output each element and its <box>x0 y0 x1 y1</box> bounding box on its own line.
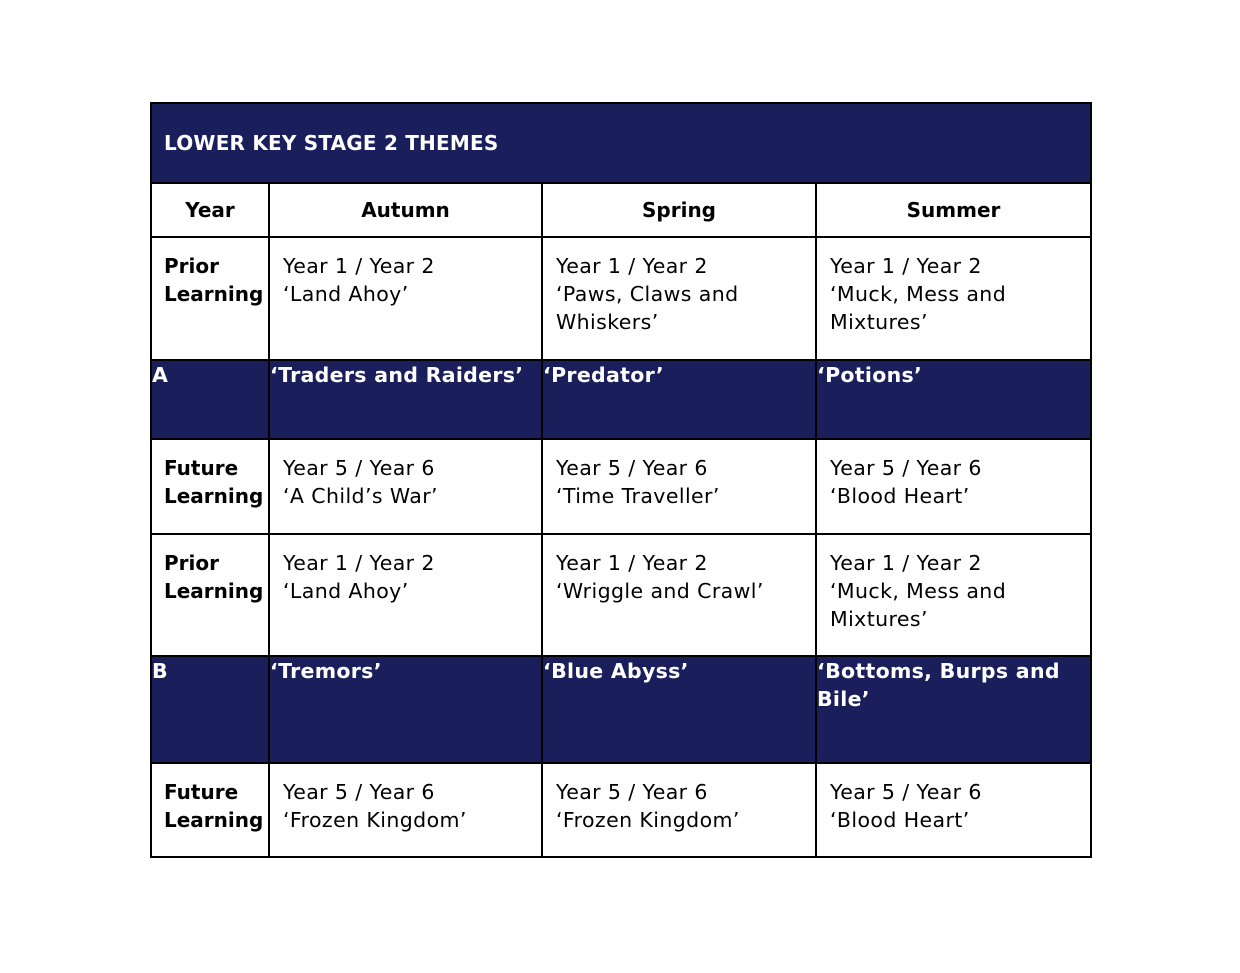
cell-autumn: Year 5 / Year 6 ‘A Child’s War’ <box>269 439 542 534</box>
table-row-prior-learning-a <box>151 237 1091 360</box>
row-label: Prior Learning <box>151 237 269 360</box>
table-row-prior-learning-b <box>151 534 1091 656</box>
table-row-theme-b <box>151 656 1091 763</box>
row-label: Future Learning <box>151 439 269 534</box>
title-row <box>151 103 1091 183</box>
cell-spring: Year 1 / Year 2 ‘Wriggle and Crawl’ <box>542 534 816 656</box>
table-row-theme-a <box>151 360 1091 439</box>
theme-spring-a: ‘Predator’ <box>542 360 816 439</box>
cell-summer: Year 1 / Year 2 ‘Muck, Mess and Mixtures’ <box>816 534 1091 656</box>
cell-summer: Year 5 / Year 6 ‘Blood Heart’ <box>816 439 1091 534</box>
header-row <box>151 183 1091 237</box>
theme-autumn-a: ‘Traders and Raiders’ <box>269 360 542 439</box>
theme-summer-b: ‘Bottoms, Burps and Bile’ <box>816 656 1091 763</box>
cell-spring: Year 5 / Year 6 ‘Frozen Kingdom’ <box>542 763 816 857</box>
table-row-future-learning-b <box>151 763 1091 857</box>
cell-autumn: Year 1 / Year 2 ‘Land Ahoy’ <box>269 237 542 360</box>
header-autumn: Autumn <box>269 183 542 237</box>
row-label-a: A <box>151 360 269 439</box>
cell-summer: Year 1 / Year 2 ‘Muck, Mess and Mixtures’ <box>816 237 1091 360</box>
theme-summer-a: ‘Potions’ <box>816 360 1091 439</box>
row-label-b: B <box>151 656 269 763</box>
row-label: Prior Learning <box>151 534 269 656</box>
row-label: Future Learning <box>151 763 269 857</box>
table-row-future-learning-a <box>151 439 1091 534</box>
header-spring: Spring <box>542 183 816 237</box>
header-year: Year <box>151 183 269 237</box>
cell-spring: Year 1 / Year 2 ‘Paws, Claws and Whiskers’ <box>542 237 816 360</box>
table-title: LOWER KEY STAGE 2 THEMES <box>151 103 1091 183</box>
cell-summer: Year 5 / Year 6 ‘Blood Heart’ <box>816 763 1091 857</box>
cell-autumn: Year 5 / Year 6 ‘Frozen Kingdom’ <box>269 763 542 857</box>
themes-table <box>150 102 1092 858</box>
theme-spring-b: ‘Blue Abyss’ <box>542 656 816 763</box>
cell-spring: Year 5 / Year 6 ‘Time Traveller’ <box>542 439 816 534</box>
cell-autumn: Year 1 / Year 2 ‘Land Ahoy’ <box>269 534 542 656</box>
theme-autumn-b: ‘Tremors’ <box>269 656 542 763</box>
header-summer: Summer <box>816 183 1091 237</box>
